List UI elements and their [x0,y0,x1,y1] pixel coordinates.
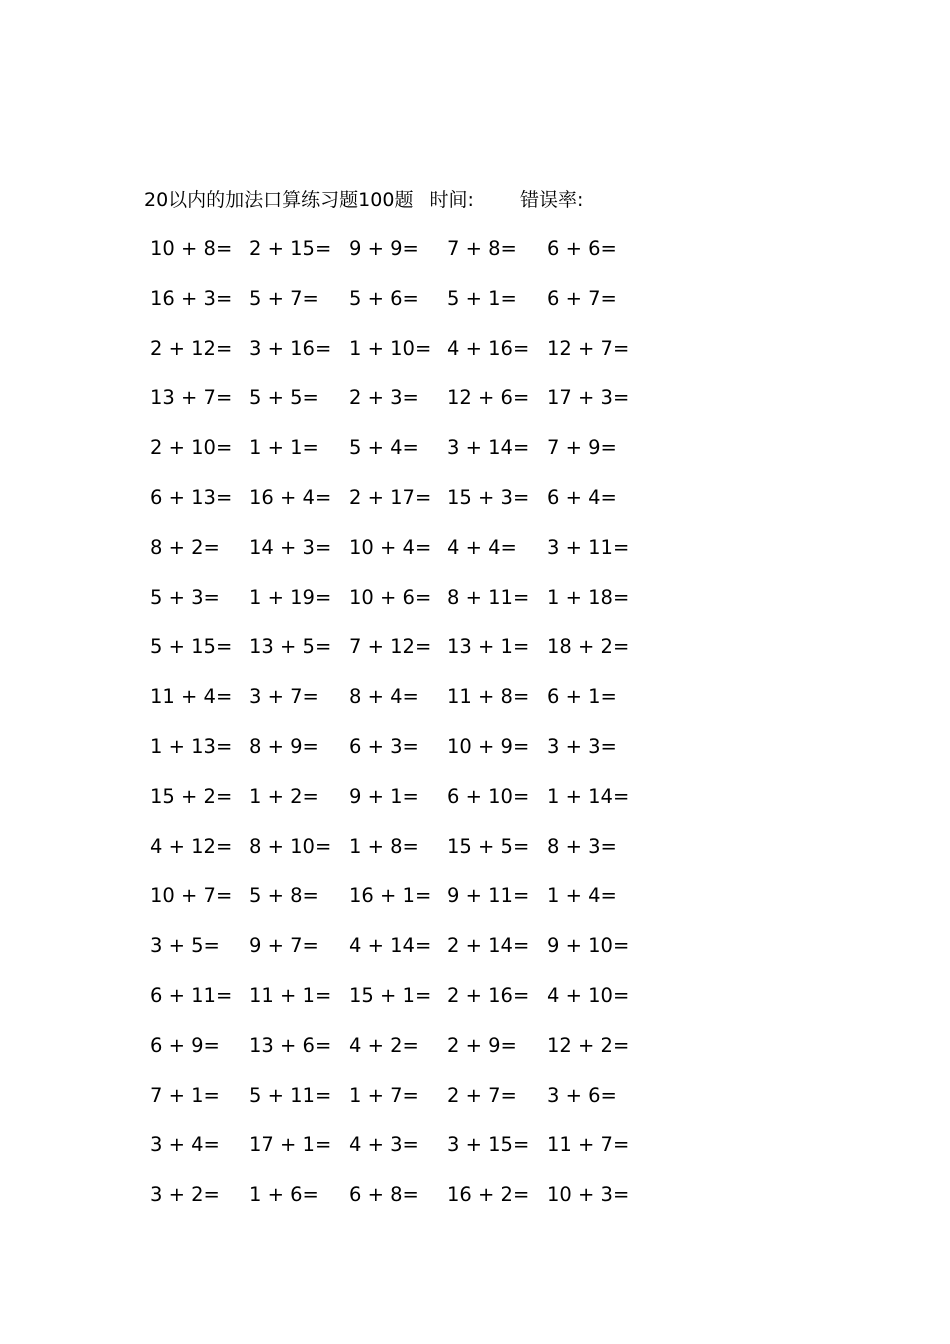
addition-problem: 6 + 11= [150,984,233,1007]
addition-problem: 5 + 8= [249,884,319,908]
addition-problem: 6 + 8= [349,1183,419,1207]
problem-row [0,583,950,613]
addition-problem: 10 + 3= [547,1183,630,1207]
addition-problem: 2 + 3= [349,386,419,410]
addition-problem: 1 + 13= [150,735,233,758]
addition-problem: 10 + 8= [150,237,233,260]
problem-row [0,383,950,413]
addition-problem: 12 + 6= [447,386,530,410]
addition-problem: 2 + 15= [249,237,332,260]
addition-problem: 6 + 7= [547,286,617,310]
addition-problem: 13 + 7= [150,386,233,410]
addition-problem: 2 + 16= [447,984,530,1007]
addition-problem: 16 + 1= [349,884,432,908]
addition-problem: 8 + 9= [249,735,319,758]
addition-problem: 17 + 1= [249,1133,332,1157]
addition-problem: 2 + 9= [447,1033,517,1057]
addition-problem: 1 + 6= [249,1183,319,1207]
addition-problem: 6 + 1= [547,685,617,709]
addition-problem: 11 + 1= [249,984,332,1007]
problem-row [0,931,950,961]
addition-problem: 4 + 14= [349,934,432,958]
addition-problem: 5 + 15= [150,635,233,659]
addition-problem: 9 + 10= [547,934,630,958]
addition-problem: 13 + 5= [249,635,332,659]
addition-problem: 1 + 14= [547,784,630,808]
addition-problem: 9 + 11= [447,884,530,908]
addition-problem: 17 + 3= [547,386,630,410]
addition-problem: 3 + 4= [150,1133,220,1157]
addition-problem: 5 + 4= [349,436,419,460]
addition-problem: 12 + 2= [547,1033,630,1057]
addition-problem: 3 + 6= [547,1083,617,1107]
addition-problem: 9 + 7= [249,934,319,958]
addition-problem: 8 + 4= [349,685,419,709]
problem-row [0,782,950,812]
addition-problem: 11 + 7= [547,1133,630,1157]
addition-problem: 5 + 3= [150,585,220,609]
addition-problem: 2 + 12= [150,336,233,360]
addition-problem: 4 + 16= [447,336,530,360]
addition-problem: 6 + 3= [349,735,419,758]
addition-problem: 3 + 7= [249,685,319,709]
addition-problem: 16 + 3= [150,286,233,310]
addition-problem: 6 + 13= [150,486,233,509]
addition-problem: 3 + 2= [150,1183,220,1207]
addition-problem: 1 + 2= [249,784,319,808]
addition-problem: 15 + 5= [447,834,530,858]
addition-problem: 1 + 4= [547,884,617,908]
addition-problem: 6 + 6= [547,237,617,260]
addition-problem: 10 + 9= [447,735,530,758]
problem-row [0,682,950,712]
addition-problem: 16 + 4= [249,486,332,509]
addition-problem: 3 + 5= [150,934,220,958]
problem-row [0,234,950,264]
problem-row [0,981,950,1011]
addition-problem: 1 + 8= [349,834,419,858]
addition-problem: 3 + 16= [249,336,332,360]
addition-problem: 4 + 10= [547,984,630,1007]
addition-problem: 4 + 2= [349,1033,419,1057]
addition-problem: 15 + 2= [150,784,233,808]
addition-problem: 5 + 6= [349,286,419,310]
addition-problem: 1 + 19= [249,585,332,609]
problem-row [0,284,950,314]
addition-problem: 9 + 9= [349,237,419,260]
addition-problem: 5 + 5= [249,386,319,410]
addition-problem: 1 + 7= [349,1083,419,1107]
addition-problem: 5 + 1= [447,286,517,310]
time-label: 时间: [429,189,474,211]
addition-problem: 12 + 7= [547,336,630,360]
addition-problem: 1 + 18= [547,585,630,609]
addition-problem: 3 + 14= [447,436,530,460]
addition-problem: 2 + 10= [150,436,233,460]
addition-problem: 6 + 10= [447,784,530,808]
addition-problem: 3 + 3= [547,735,617,758]
problem-row [0,1130,950,1160]
addition-problem: 1 + 1= [249,436,319,460]
problem-row [0,533,950,563]
addition-problem: 18 + 2= [547,635,630,659]
addition-problem: 2 + 17= [349,486,432,509]
addition-problem: 4 + 4= [447,535,517,559]
addition-problem: 10 + 7= [150,884,233,908]
addition-problem: 5 + 11= [249,1083,332,1107]
addition-problem: 11 + 8= [447,685,530,709]
addition-problem: 5 + 7= [249,286,319,310]
worksheet-title: 20以内的加法口算练习题100题 [144,189,414,211]
addition-problem: 7 + 8= [447,237,517,260]
addition-problem: 4 + 3= [349,1133,419,1157]
addition-problem: 1 + 10= [349,336,432,360]
addition-problem: 15 + 3= [447,486,530,509]
problem-row [0,1180,950,1210]
addition-problem: 9 + 1= [349,784,419,808]
addition-problem: 15 + 1= [349,984,432,1007]
addition-problem: 3 + 15= [447,1133,530,1157]
addition-problem: 2 + 7= [447,1083,517,1107]
problem-row [0,832,950,862]
addition-problem: 13 + 1= [447,635,530,659]
problem-row [0,632,950,662]
addition-problem: 7 + 9= [547,436,617,460]
addition-problem: 6 + 4= [547,486,617,509]
error-rate-label: 错误率: [519,189,584,211]
addition-problem: 8 + 2= [150,535,220,559]
addition-problem: 10 + 4= [349,535,432,559]
problem-row [0,433,950,463]
addition-problem: 11 + 4= [150,685,233,709]
addition-problem: 14 + 3= [249,535,332,559]
addition-problem: 2 + 14= [447,934,530,958]
addition-problem: 8 + 11= [447,585,530,609]
addition-problem: 4 + 12= [150,834,233,858]
problem-row [0,334,950,364]
problem-row [0,881,950,911]
addition-problem: 7 + 12= [349,635,432,659]
addition-problem: 3 + 11= [547,535,630,559]
addition-problem: 10 + 6= [349,585,432,609]
problem-row [0,732,950,762]
addition-problem: 7 + 1= [150,1083,220,1107]
addition-problem: 8 + 10= [249,834,332,858]
addition-problem: 6 + 9= [150,1033,220,1057]
problem-row [0,483,950,513]
problem-row [0,1081,950,1111]
addition-problem: 16 + 2= [447,1183,530,1207]
addition-problem: 8 + 3= [547,834,617,858]
problem-row [0,1031,950,1061]
addition-problem: 13 + 6= [249,1033,332,1057]
